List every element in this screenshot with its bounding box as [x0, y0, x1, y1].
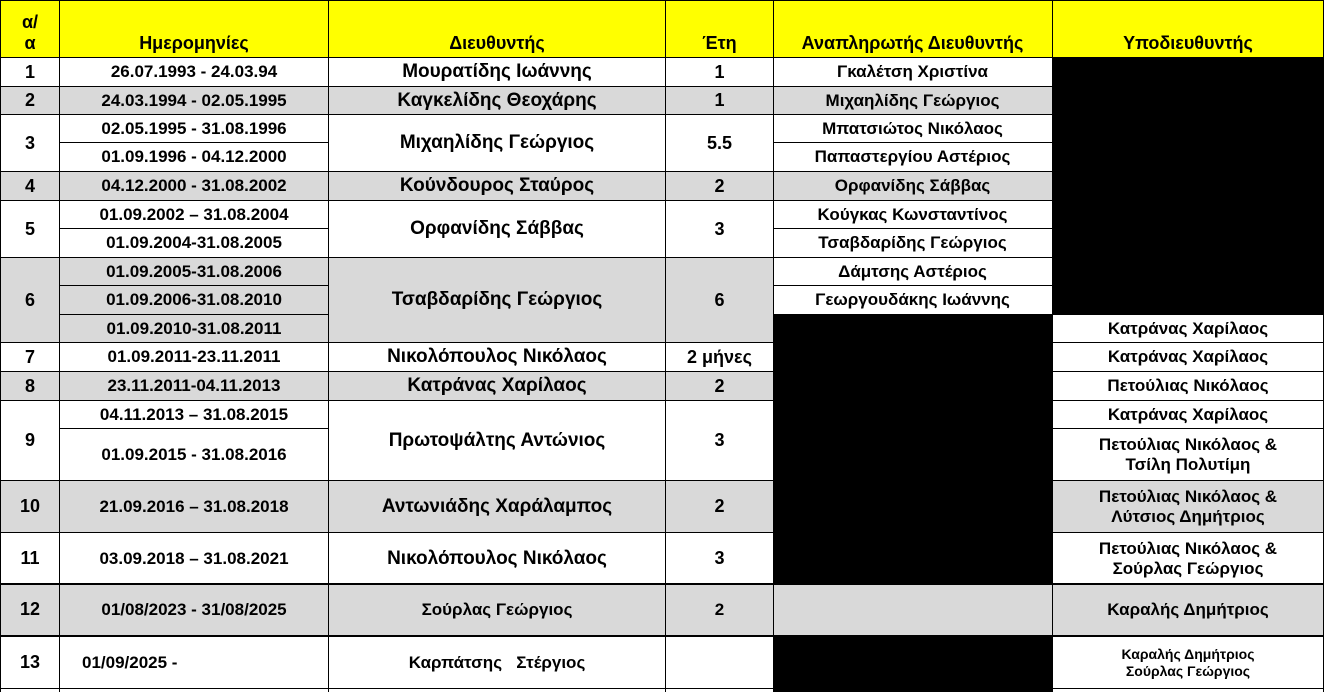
- row-9-sub-1: Κατράνας Χαρίλαος: [1107, 404, 1269, 424]
- row-12-aa: 12: [19, 599, 41, 620]
- row-8-years: 2: [714, 375, 725, 396]
- grid-vline-0: [0, 0, 1, 692]
- header-aa: [0, 0, 60, 58]
- header-aa-line1: α/: [21, 11, 39, 32]
- row-6-deputy-1: Δάμτσης Αστέριος: [773, 258, 1052, 286]
- row-1-years: 1: [714, 61, 725, 82]
- grid-hline-r9-dates-split: [60, 428, 328, 429]
- grid-hline-r7: [0, 371, 1324, 372]
- row-7-director: Νικολόπουλος Νικόλαος: [387, 346, 607, 368]
- row-1-director: Μουρατίδης Ιωάννης: [402, 61, 592, 83]
- row-11-sub-line1: Πετούλιας Νικόλαος &: [1098, 538, 1278, 558]
- header-director: Διευθυντής: [328, 0, 666, 58]
- row-10-director: Αντωνιάδης Χαράλαμπος: [381, 495, 613, 517]
- grid-hline-r3: [0, 171, 1324, 172]
- row-13-years: [666, 637, 773, 689]
- grid-hline-r11: [0, 583, 1324, 585]
- grid-hline-header: [0, 57, 1324, 58]
- row-3-years: 5.5: [706, 132, 733, 153]
- row-5-dates-2: 01.09.2004-31.08.2005: [106, 233, 282, 253]
- row-6-aa: 6: [24, 289, 35, 310]
- row-5-aa: 5: [24, 218, 35, 239]
- row-6-deputy-2: Γεωργουδάκης Ιωάννης: [815, 290, 1010, 310]
- header-years: Έτη: [666, 0, 773, 58]
- row-13-dates: 01/09/2025 -: [82, 652, 178, 672]
- row-6-dates-2: 01.09.2006-31.08.2010: [106, 290, 282, 310]
- row-9-dates-2: 01.09.2015 - 31.08.2016: [101, 444, 287, 464]
- row-3-dates-2: 01.09.1996 - 04.12.2000: [101, 147, 287, 167]
- grid-hline-bottom: [0, 688, 1324, 689]
- row-5-director: Ορφανίδης Σάββας: [410, 218, 584, 240]
- row-9-sub-2-line1: Πετούλιας Νικόλαος &: [1098, 434, 1278, 454]
- redacted-subdirector-block: [1052, 58, 1324, 315]
- row-3-aa: 3: [24, 132, 35, 153]
- row-8-dates: 23.11.2011-04.11.2013: [107, 376, 281, 396]
- row-4-director: Κούνδουρος Σταύρος: [399, 175, 595, 197]
- grid-vline-3: [665, 0, 666, 692]
- row-6-years: 6: [714, 289, 725, 310]
- grid-hline-r10: [0, 532, 1324, 533]
- row-10-aa: 10: [19, 496, 41, 517]
- row-6-director: Τσαβδαρίδης Γεώργιος: [391, 289, 603, 311]
- row-13-aa: 13: [19, 652, 41, 673]
- row-9-aa: 9: [24, 430, 35, 451]
- header-subdirector: Υποδιευθυντής: [1052, 0, 1324, 58]
- grid-hline-r1: [0, 86, 1324, 87]
- grid-hline-r5: [0, 257, 1324, 258]
- row-3-deputy-1: Μπατσιώτος Νικόλαος: [822, 118, 1003, 138]
- row-13-director: Καρπάτσης Στέργιος: [408, 652, 586, 672]
- row-6-dates-3: 01.09.2010-31.08.2011: [106, 318, 282, 338]
- row-7-years: 2 μήνες: [687, 346, 752, 367]
- grid-vline-2: [328, 0, 329, 692]
- row-10-sub: [1052, 481, 1324, 533]
- row-11-dates: 03.09.2018 – 31.08.2021: [99, 548, 289, 568]
- row-11-sub: [1052, 533, 1324, 585]
- row-12-years: 2: [714, 599, 725, 619]
- grid-hline-r5-dates-split: [60, 228, 328, 229]
- row-11-sub-line2: Σούρλας Γεώργιος: [1112, 559, 1264, 578]
- row-13-sub-line1: Καραλής Δημήτριος: [1121, 646, 1255, 663]
- row-10-sub-line1: Πετούλιας Νικόλαος &: [1098, 486, 1278, 506]
- grid-hline-r6-right-split: [773, 314, 1324, 315]
- grid-vline-5: [1052, 0, 1053, 692]
- row-3-director: Μιχαηλίδης Γεώργιος: [399, 132, 595, 154]
- grid-hline-r6-dates-split2: [60, 314, 328, 315]
- row-9-dates-1: 04.11.2013 – 31.08.2015: [99, 404, 289, 424]
- row-2-director: Καγκελίδης Θεοχάρης: [397, 89, 597, 111]
- row-10-dates: 21.09.2016 – 31.08.2018: [99, 496, 289, 516]
- row-3-deputy-2: Παπαστεργίου Αστέριος: [814, 147, 1011, 167]
- grid-hline-r6: [0, 342, 1324, 343]
- row-10-sub-line2: Λύτσιος Δημήτριος: [1111, 507, 1265, 526]
- grid-hline-r12: [0, 635, 1324, 637]
- row-8-aa: 8: [24, 375, 35, 396]
- grid-hline-r2: [0, 114, 1324, 115]
- row-4-aa: 4: [24, 175, 35, 196]
- row-13-sub: [1052, 637, 1324, 689]
- grid-hline-r8: [0, 400, 1324, 401]
- row-5-deputy-2: Τσαβδαρίδης Γεώργιος: [818, 233, 1007, 253]
- row-9-sub-2: [1052, 429, 1324, 481]
- row-4-deputy: Ορφανίδης Σάββας: [834, 176, 991, 196]
- grid-hline-r6-dates-split1: [60, 285, 328, 286]
- header-dates: Ημερομηνίες: [60, 0, 328, 58]
- row-12-sub: Καραλής Δημήτριος: [1107, 599, 1269, 619]
- row-6-sub: Κατράνας Χαρίλαος: [1107, 318, 1269, 338]
- grid-hline-top: [0, 0, 1324, 1]
- row-11-aa: 11: [20, 548, 40, 569]
- row-12-dates: 01/08/2023 - 31/08/2025: [101, 599, 287, 619]
- grid-vline-4: [773, 0, 774, 692]
- row-1-deputy: Γκαλέτση Χριστίνα: [837, 62, 988, 82]
- row-1-aa: 1: [24, 61, 35, 82]
- grid-hline-r9-sub-split: [1052, 428, 1324, 429]
- row-3-dates-1: 02.05.1995 - 31.08.1996: [101, 118, 287, 138]
- row-2-dates: 24.03.1994 - 02.05.1995: [101, 90, 287, 110]
- header-deputy: Αναπληρωτής Διευθυντής: [773, 0, 1052, 58]
- row-2-deputy: Μιχαηλίδης Γεώργιος: [825, 90, 1000, 110]
- row-9-sub-2-line2: Τσίλη Πολυτίμη: [1125, 455, 1251, 474]
- row-5-deputy-1: Κούγκας Κωνσταντίνος: [817, 204, 1008, 224]
- row-7-aa: 7: [24, 346, 35, 367]
- row-1-dates: 26.07.1993 - 24.03.94: [110, 62, 278, 82]
- row-9-director: Πρωτοψάλτης Αντώνιος: [388, 429, 606, 451]
- grid-vline-1: [59, 0, 60, 692]
- grid-hline-r4: [0, 200, 1324, 201]
- row-6-dates-1: 01.09.2005-31.08.2006: [106, 261, 282, 281]
- row-12-director: Σούρλας Γεώργιος: [421, 599, 573, 619]
- row-5-years: 3: [714, 218, 725, 239]
- row-2-aa: 2: [24, 90, 35, 111]
- row-10-years: 2: [714, 496, 725, 517]
- row-8-sub: Πετούλιας Νικόλαος: [1107, 376, 1269, 396]
- row-8-director: Κατράνας Χαρίλαος: [407, 375, 587, 397]
- row-13-sub-line2: Σούρλας Γεώργιος: [1125, 663, 1251, 679]
- grid-hline-r3-deputy-split: [773, 142, 1052, 143]
- row-11-years: 3: [714, 548, 725, 569]
- row-2-years: 1: [714, 90, 725, 111]
- grid-hline-r9: [0, 480, 1324, 481]
- grid-hline-r3-dates-split: [60, 142, 328, 143]
- header-aa-line2: α: [24, 33, 36, 54]
- row-4-years: 2: [714, 175, 725, 196]
- grid-hline-r5-deputy-split: [773, 228, 1052, 229]
- grid-hline-r6-deputy-split: [773, 285, 1052, 286]
- redacted-deputy-block: [773, 315, 1052, 585]
- row-7-dates: 01.09.2011-23.11.2011: [107, 347, 281, 367]
- row-4-dates: 04.12.2000 - 31.08.2002: [101, 176, 287, 196]
- row-9-years: 3: [714, 430, 725, 451]
- row-7-sub: Κατράνας Χαρίλαος: [1107, 347, 1269, 367]
- row-5-dates-1: 01.09.2002 – 31.08.2004: [99, 204, 289, 224]
- redacted-deputy-block-13: [773, 637, 1052, 692]
- row-11-director: Νικολόπουλος Νικόλαος: [387, 547, 607, 569]
